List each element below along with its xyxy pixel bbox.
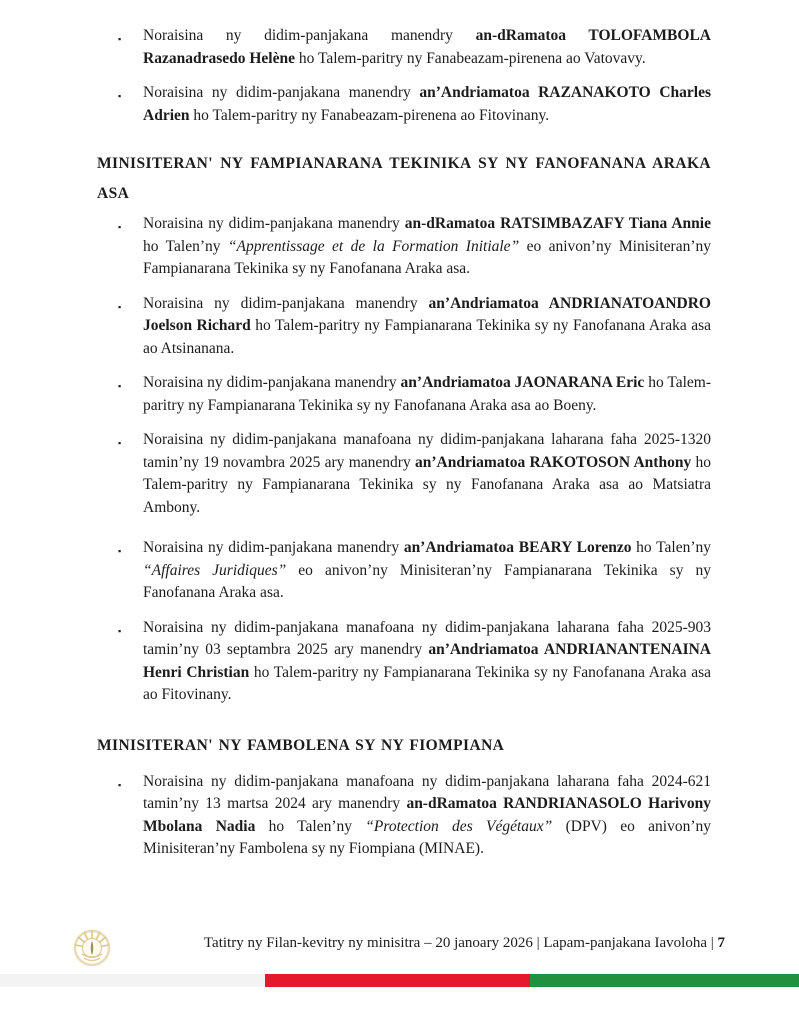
text-segment: an’Andriamatoa JAONARANA Eric	[400, 374, 645, 391]
text-segment: “Apprentissage et de la Formation Initiale”	[227, 237, 520, 255]
flag-stripe-green	[530, 974, 799, 987]
document-content	[97, 25, 711, 873]
text-segment: Noraisina ny didim-panjakana manendry	[143, 539, 404, 556]
text-segment: an’Andriamatoa BEARY Lorenzo	[403, 539, 632, 556]
text-segment: “Protection des Végétaux”	[365, 817, 553, 835]
list-item	[97, 82, 711, 127]
text-segment: (DPV) eo anivon’ny Minisiteran’ny Fambolena sy ny Fiompiana (MINAE).	[143, 817, 711, 857]
text-segment: eo anivon’ny Minisiteran’ny Fampianarana Tekinika sy ny Fanofanana Araka asa.	[143, 561, 711, 601]
text-segment: ho Talen’ny	[255, 817, 366, 835]
text-segment: ho Talem-paritry ny Fampianarana Tekinika sy ny Fanofanana Araka asa ao Matsiatra Ambony.	[143, 453, 712, 516]
flag-stripe-white	[0, 974, 265, 987]
text-segment: Noraisina ny didim-panjakana manafoana ny didim-panjakana laharana faha 2024-621 tamin’ny 13 martsa 2024 ary manendry	[143, 772, 711, 812]
text-segment: an’Andriamatoa ANDRIANATOANDRO Joelson Richard	[143, 294, 711, 334]
text-segment: ho Talem-paritry ny Fampianarana Tekinika sy ny Fanofanana Araka asa ao Atsinanana.	[143, 317, 712, 357]
text-segment: ho Talen’ny	[631, 539, 711, 556]
bullet-marker: ▪	[118, 625, 122, 636]
bullet-marker: ▪	[118, 34, 122, 44]
list-item	[97, 617, 711, 707]
text-segment: Noraisina ny didim-panjakana manafoana ny didim-panjakana laharana faha 2025-1320 tamin’ny 19 novambra 2025 ary manendry	[143, 431, 711, 471]
text-segment: an-dRamatoa RANDRIANASOLO Harivony Mbolana Nadia	[143, 795, 712, 835]
bullet-marker: ▪	[118, 546, 122, 556]
bullet-marker: ▪	[118, 301, 122, 312]
footer-report-line: Tatitry ny Filan-kevitry ny minisitra – 20 janoary 2026 | Lapam-panjakana Iavoloha |	[203, 935, 718, 951]
list-item	[97, 429, 711, 519]
text-segment: an-dRamatoa RATSIMBAZAFY Tiana Annie	[404, 215, 711, 232]
bullet-text	[143, 537, 711, 605]
madagascar-flag-stripe	[0, 974, 799, 987]
page-footer	[0, 920, 799, 974]
text-segment: an’Andriamatoa RAKOTOSON Anthony	[415, 453, 692, 471]
text-segment: eo anivon’ny Minisiteran’ny Fampianarana Tekinika sy ny Fanofanana Araka asa.	[143, 237, 711, 277]
bullet-text	[143, 372, 711, 417]
list-item	[97, 25, 711, 70]
text-segment: ho Talem-paritry ny Fanabeazam-pirenena ao Fitovinany.	[189, 106, 550, 124]
bullet-marker: ▪	[118, 222, 122, 232]
list-item	[97, 771, 711, 861]
bullet-text	[143, 82, 711, 127]
list-item	[97, 537, 711, 605]
bullet-text	[143, 617, 711, 707]
flag-stripe-red	[265, 974, 530, 987]
section-heading-fambolena-fiompiana: MINISITERAN' NY FAMBOLENA SY NY FIOMPIANA	[97, 736, 505, 754]
bullet-text	[143, 25, 711, 70]
text-segment: ho Talen’ny	[143, 237, 228, 255]
text-segment: Noraisina ny didim-panjakana manafoana ny didim-panjakana laharana faha 2025-903 tamin’ny 03 septambra 2025 ary manendry	[143, 618, 711, 658]
bullet-marker: ▪	[118, 381, 122, 391]
bullet-text	[143, 771, 711, 861]
text-segment: Noraisina ny didim-panjakana manendry	[143, 215, 405, 232]
list-item	[97, 213, 711, 281]
text-segment: an’Andriamatoa ANDRIANANTENAINA Henri Christian	[143, 641, 711, 681]
bullet-marker: ▪	[118, 779, 122, 790]
bullet-text	[143, 213, 711, 281]
list-item	[97, 293, 711, 361]
text-segment: “Affaires Juridiques”	[143, 561, 287, 579]
page-number: 7	[717, 935, 725, 951]
state-seal-icon	[72, 926, 112, 968]
text-segment: Noraisina ny didim-panjakana manendry	[143, 84, 420, 101]
text-segment: ho Talem-paritry ny Fampianarana Tekinika sy ny Fanofanana Araka asa ao Boeny.	[143, 374, 712, 414]
text-segment: ho Talem-paritry ny Fampianarana Tekinika sy ny Fanofanana Araka asa ao Fitovinany.	[143, 663, 711, 703]
text-segment: ho Talem-paritry ny Fanabeazam-pirenena ao Vatovavy.	[294, 49, 646, 67]
text-segment: Noraisina ny didim-panjakana manendry	[143, 294, 429, 312]
text-segment: an’Andriamatoa RAZANAKOTO Charles Adrien	[143, 84, 711, 124]
bullet-marker: ▪	[118, 91, 122, 101]
section-heading-fampianarana-tekinika: MINISITERAN' NY FAMPIANARANA TEKINIKA SY NY FANOFANANA ARAKA ASA	[97, 155, 711, 202]
list-item	[97, 372, 711, 417]
text-segment: Noraisina ny didim-panjakana manendry	[143, 374, 401, 391]
text-segment: Noraisina ny didim-panjakana manendry	[143, 27, 476, 44]
text-segment: an-dRamatoa TOLOFAMBOLA Razanadrasedo Helène	[143, 27, 711, 67]
bullet-marker: ▪	[118, 438, 122, 448]
bullet-text	[143, 429, 711, 519]
footer-text	[204, 934, 725, 952]
bullet-text	[143, 293, 711, 361]
